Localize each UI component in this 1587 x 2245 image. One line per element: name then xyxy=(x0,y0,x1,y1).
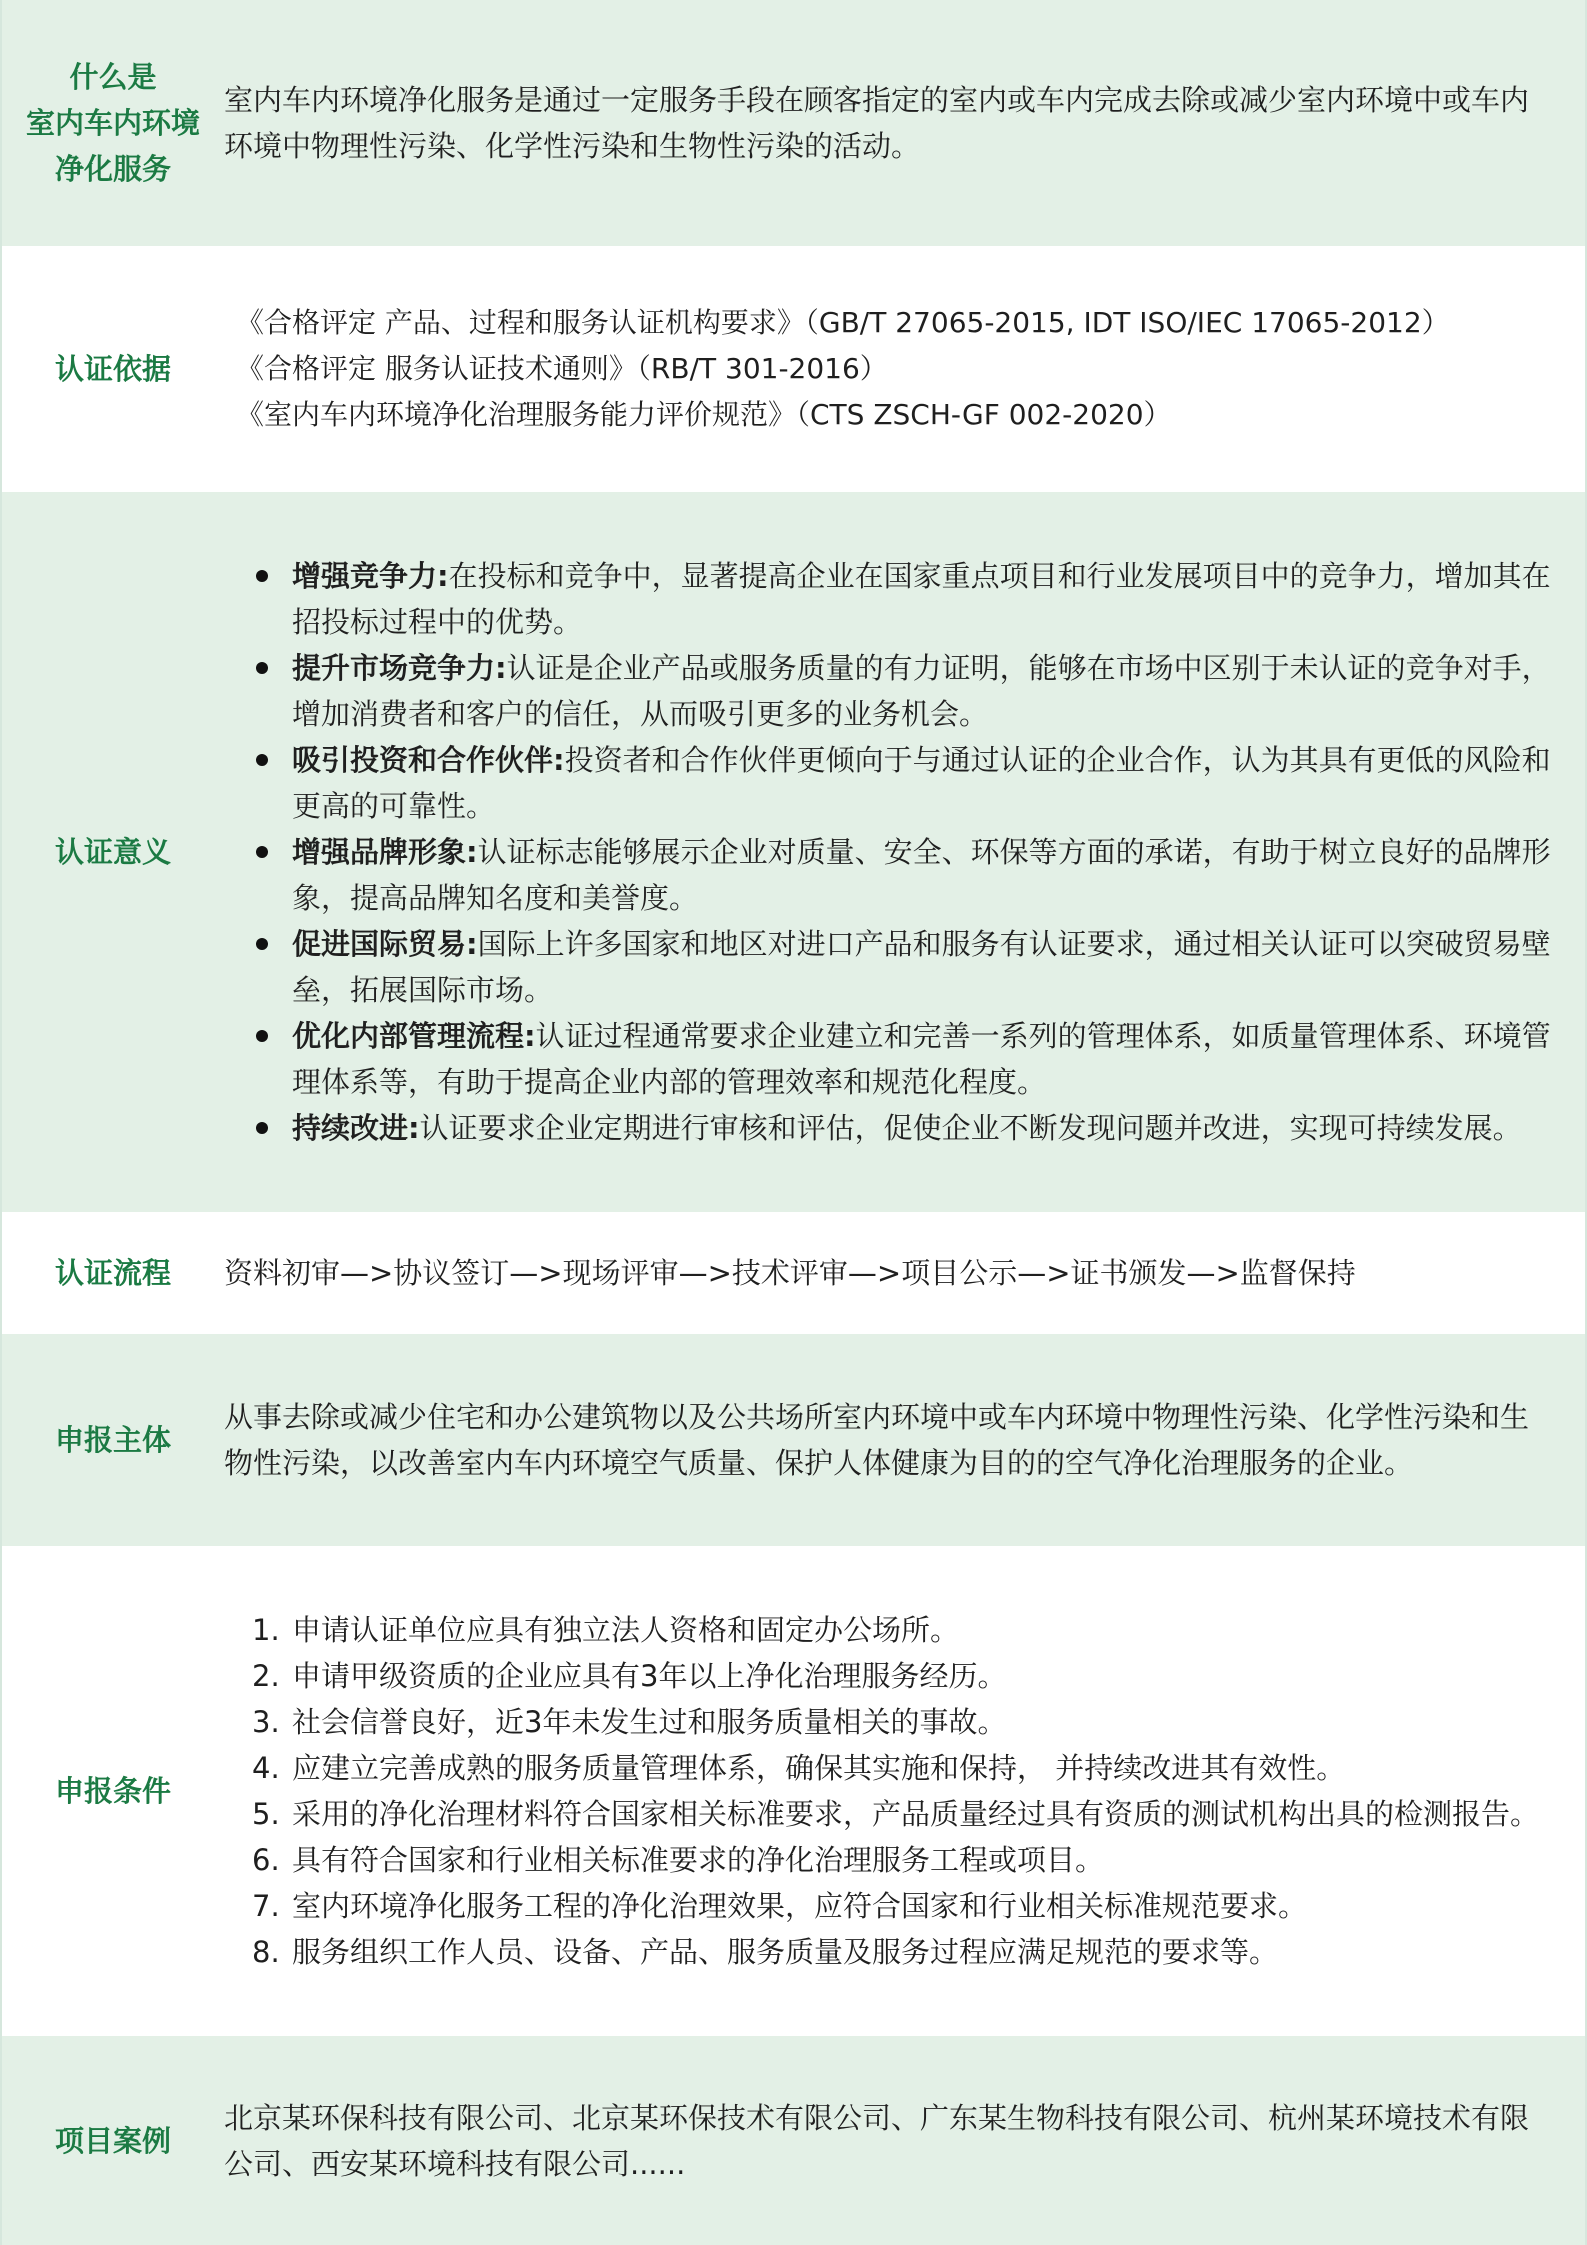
list-item xyxy=(252,1837,1557,1883)
list-item xyxy=(248,645,1557,737)
conditions-list xyxy=(224,1607,1585,1975)
row-label-cases: 项目案例 xyxy=(54,2123,171,2158)
item-text: 在投标和竞争中，显著提高企业在国家重点项目和行业发展项目中的竞争力，增加其在招投标过程中的优势。 xyxy=(292,559,1551,639)
list-item xyxy=(248,1105,1557,1151)
item-text: 国际上许多国家和地区对进口产品和服务有认证要求，通过相关认证可以突破贸易壁垒，拓展国际市场。 xyxy=(292,927,1551,1007)
significance-list xyxy=(224,553,1585,1151)
item-text: 服务组织工作人员、设备、产品、服务质量及服务过程应满足规范的要求等。 xyxy=(292,1935,1279,1969)
list-item xyxy=(248,829,1557,921)
list-item xyxy=(248,737,1557,829)
item-text: 认证过程通常要求企业建立和完善一系列的管理体系，如质量管理体系、环境管理体系等，有助于提高企业内部的管理效率和规范化程度。 xyxy=(292,1019,1551,1099)
list-item xyxy=(252,1699,1557,1745)
item-number: 1. xyxy=(252,1613,280,1647)
item-number: 7. xyxy=(252,1889,280,1923)
label-line: 室内车内环境 xyxy=(25,106,200,140)
item-text: 社会信誉良好，近3年未发生过和服务质量相关的事故。 xyxy=(292,1705,1007,1739)
item-text: 应建立完善成熟的服务质量管理体系，确保其实施和保持， 并持续改进其有效性。 xyxy=(292,1751,1346,1785)
item-text: 认证是企业产品或服务质量的有力证明，能够在市场中区别于未认证的竞争对手，增加消费者和客户的信任，从而吸引更多的业务机会。 xyxy=(292,651,1551,731)
bullet-icon xyxy=(256,846,268,858)
bullet-icon xyxy=(256,754,268,766)
item-title: 增强竞争力: xyxy=(292,559,449,593)
item-text: 认证标志能够展示企业对质量、安全、环保等方面的承诺，有助于树立良好的品牌形象，提高品牌知名度和美誉度。 xyxy=(292,835,1551,915)
item-title: 优化内部管理流程: xyxy=(292,1019,536,1053)
row-conditions xyxy=(2,1546,1585,2036)
item-title: 持续改进: xyxy=(292,1111,420,1145)
row-label-basis: 认证依据 xyxy=(54,352,171,386)
item-text: 具有符合国家和行业相关标准要求的净化治理服务工程或项目。 xyxy=(292,1843,1105,1877)
list-item xyxy=(248,921,1557,1013)
bullet-icon xyxy=(256,570,268,582)
item-text: 认证要求企业定期进行审核和评估，促使企业不断发现问题并改进，实现可持续发展。 xyxy=(419,1111,1522,1145)
bullet-icon xyxy=(256,662,268,674)
list-item xyxy=(252,1745,1557,1791)
list-item xyxy=(252,1653,1557,1699)
row-what-is xyxy=(2,0,1585,246)
bullet-icon xyxy=(256,1122,268,1134)
row-label-applicant: 申报主体 xyxy=(54,1423,171,1457)
list-item xyxy=(252,1791,1557,1837)
basis-line: 《合格评定 服务认证技术通则》（RB/T 301-2016） xyxy=(236,352,888,385)
item-text: 室内环境净化服务工程的净化治理效果，应符合国家和行业相关标准规范要求。 xyxy=(292,1889,1308,1923)
item-title: 促进国际贸易: xyxy=(292,927,478,961)
item-number: 4. xyxy=(252,1751,280,1785)
item-number: 3. xyxy=(252,1705,280,1739)
row-label-conditions: 申报条件 xyxy=(54,1774,171,1808)
item-title: 吸引投资和合作伙伴: xyxy=(292,743,565,777)
row-cases xyxy=(2,2036,1585,2245)
item-text: 申请甲级资质的企业应具有3年以上净化治理服务经历。 xyxy=(292,1659,1007,1693)
row-label-significance: 认证意义 xyxy=(54,835,171,869)
label-line: 什么是 xyxy=(69,60,157,94)
basis-line: 《合格评定 产品、过程和服务认证机构要求》（GB/T 27065-2015, IDT ISO/IEC 17065-2012） xyxy=(236,306,1450,339)
item-text: 投资者和合作伙伴更倾向于与通过认证的企业合作，认为其具有更低的风险和更高的可靠性。 xyxy=(292,743,1551,823)
bullet-icon xyxy=(256,1030,268,1042)
basis-line: 《室内车内环境净化治理服务能力评价规范》（CTS ZSCH-GF 002-2020） xyxy=(236,398,1172,431)
basis-list xyxy=(224,300,1585,438)
process-text: 资料初审—>协议签订—>现场评审—>技术评审—>项目公示—>证书颁发—>监督保持 xyxy=(224,1256,1356,1290)
row-basis xyxy=(2,246,1585,492)
item-title: 提升市场竞争力: xyxy=(292,651,507,685)
row-label-process: 认证流程 xyxy=(54,1256,171,1290)
bullet-icon xyxy=(256,938,268,950)
label-line: 净化服务 xyxy=(54,152,171,186)
item-number: 5. xyxy=(252,1797,280,1831)
list-item xyxy=(252,1929,1557,1975)
list-item xyxy=(248,1013,1557,1105)
item-number: 6. xyxy=(252,1843,280,1877)
list-item xyxy=(248,553,1557,645)
list-item xyxy=(252,1883,1557,1929)
item-number: 8. xyxy=(252,1935,280,1969)
what-is-text: 室内车内环境净化服务是通过一定服务手段在顾客指定的室内或车内完成去除或减少室内环境中或车内环境中物理性污染、化学性污染和生物性污染的活动。 xyxy=(224,83,1530,163)
row-applicant xyxy=(2,1334,1585,1546)
item-text: 采用的净化治理材料符合国家相关标准要求，产品质量经过具有资质的测试机构出具的检测报告。 xyxy=(292,1797,1540,1831)
list-item xyxy=(252,1607,1557,1653)
cases-text: 北京某环保科技有限公司、北京某环保技术有限公司、广东某生物科技有限公司、杭州某环境技术有限公司、西安某环境科技有限公司...... xyxy=(224,2100,1530,2181)
item-title: 增强品牌形象: xyxy=(292,835,478,869)
applicant-text: 从事去除或减少住宅和办公建筑物以及公共场所室内环境中或车内环境中物理性污染、化学性污染和生物性污染，以改善室内车内环境空气质量、保护人体健康为目的的空气净化治理服务的企业。 xyxy=(224,1400,1530,1480)
row-label-what-is xyxy=(2,54,224,192)
item-number: 2. xyxy=(252,1659,280,1693)
item-text: 申请认证单位应具有独立法人资格和固定办公场所。 xyxy=(292,1613,960,1647)
row-significance xyxy=(2,492,1585,1212)
row-process xyxy=(2,1212,1585,1334)
